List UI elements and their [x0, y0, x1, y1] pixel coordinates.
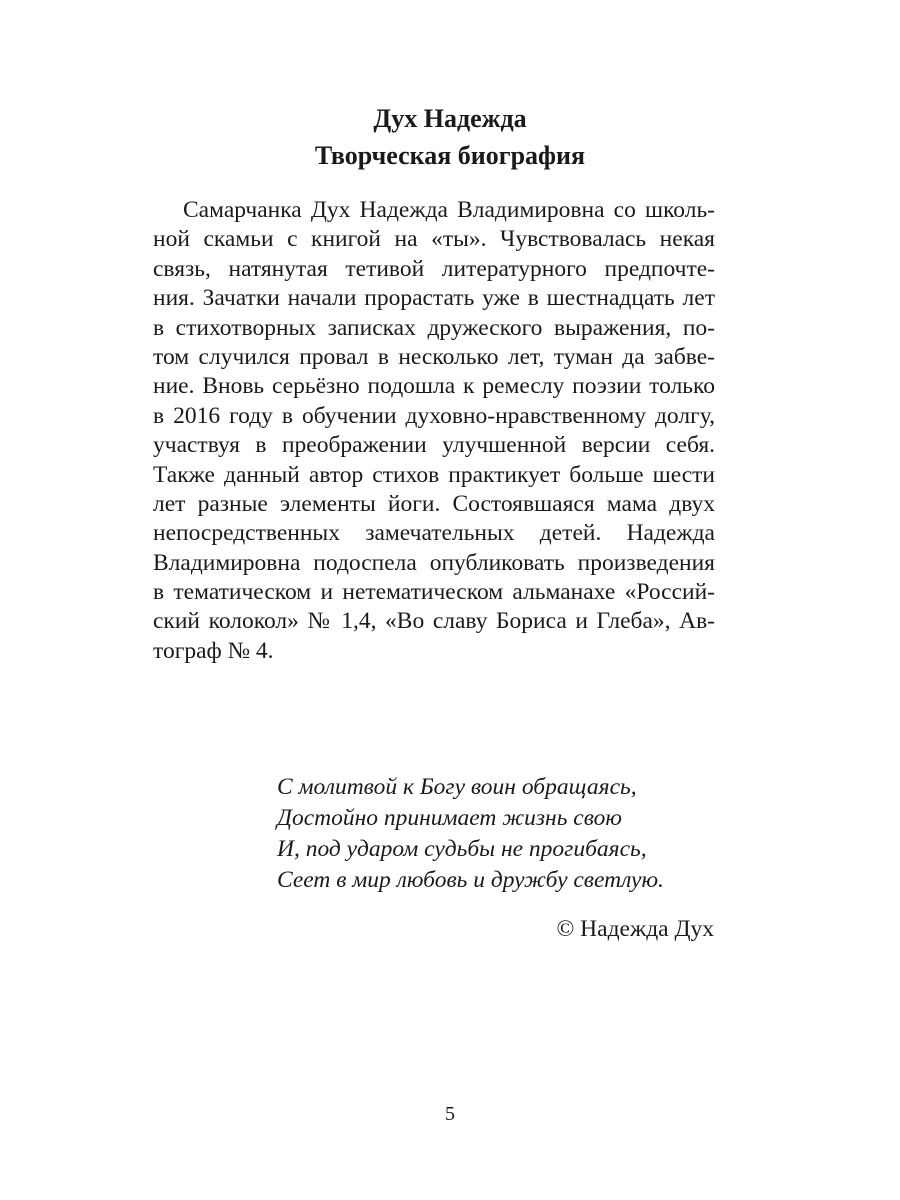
paragraph-line: ский колокол» № 1,4, «Во славу Бориса и Глеба», Ав-	[153, 608, 715, 635]
paragraph-line: ния. Зачатки начали прорастать уже в шестнадцать лет	[153, 285, 715, 312]
paragraph-line: в стихотворных записках дружеского выражения, по-	[153, 314, 715, 341]
paragraph-line: непосредственных замечательных детей. Надежда	[153, 520, 715, 547]
paragraph-line: ние. Вновь серьёзно подошла к ремеслу поэзии только	[153, 373, 715, 400]
copyright-signature: © Надежда Дух	[556, 916, 714, 942]
paragraph-line: ной скамьи с книгой на «ты». Чувствовалась некая	[153, 226, 715, 253]
poem-line: Сеет в мир любовь и дружбу светлую.	[277, 867, 664, 893]
paragraph-line: участвуя в преображении улучшенной версии себя.	[153, 432, 715, 459]
paragraph-line: тограф № 4.	[153, 637, 274, 664]
paragraph-line: том случился провал в несколько лет, туман да забве-	[153, 343, 715, 370]
author-name-heading: Дух Надежда	[373, 104, 527, 133]
biography-heading: Творческая биография	[314, 141, 586, 170]
paragraph-line: в 2016 году в обучении духовно-нравственному долгу,	[153, 402, 715, 429]
paragraph-line: Самарчанка Дух Надежда Владимировна со школь-	[183, 197, 715, 223]
paragraph-line: связь, натянутая тетивой литературного предпочте-	[153, 255, 715, 282]
poem-line: И, под ударом судьбы не прогибаясь,	[277, 836, 647, 862]
paragraph-line: Владимировна подоспела опубликовать произведения	[153, 549, 715, 576]
poem-line: Достойно принимает жизнь свою	[277, 805, 622, 831]
biography-paragraph	[153, 196, 715, 666]
poem-line: С молитвой к Богу воин обращаясь,	[277, 774, 637, 800]
paragraph-line: Также данный автор стихов практикует больше шести	[153, 461, 715, 488]
paragraph-line: лет разные элементы йоги. Состоявшаяся мама двух	[153, 490, 715, 517]
poem-stanza	[277, 772, 664, 896]
page-number: 5	[445, 1103, 455, 1125]
paragraph-line: в тематическом и нетематическом альманахе «Россий-	[153, 579, 715, 606]
page-title	[0, 100, 900, 174]
